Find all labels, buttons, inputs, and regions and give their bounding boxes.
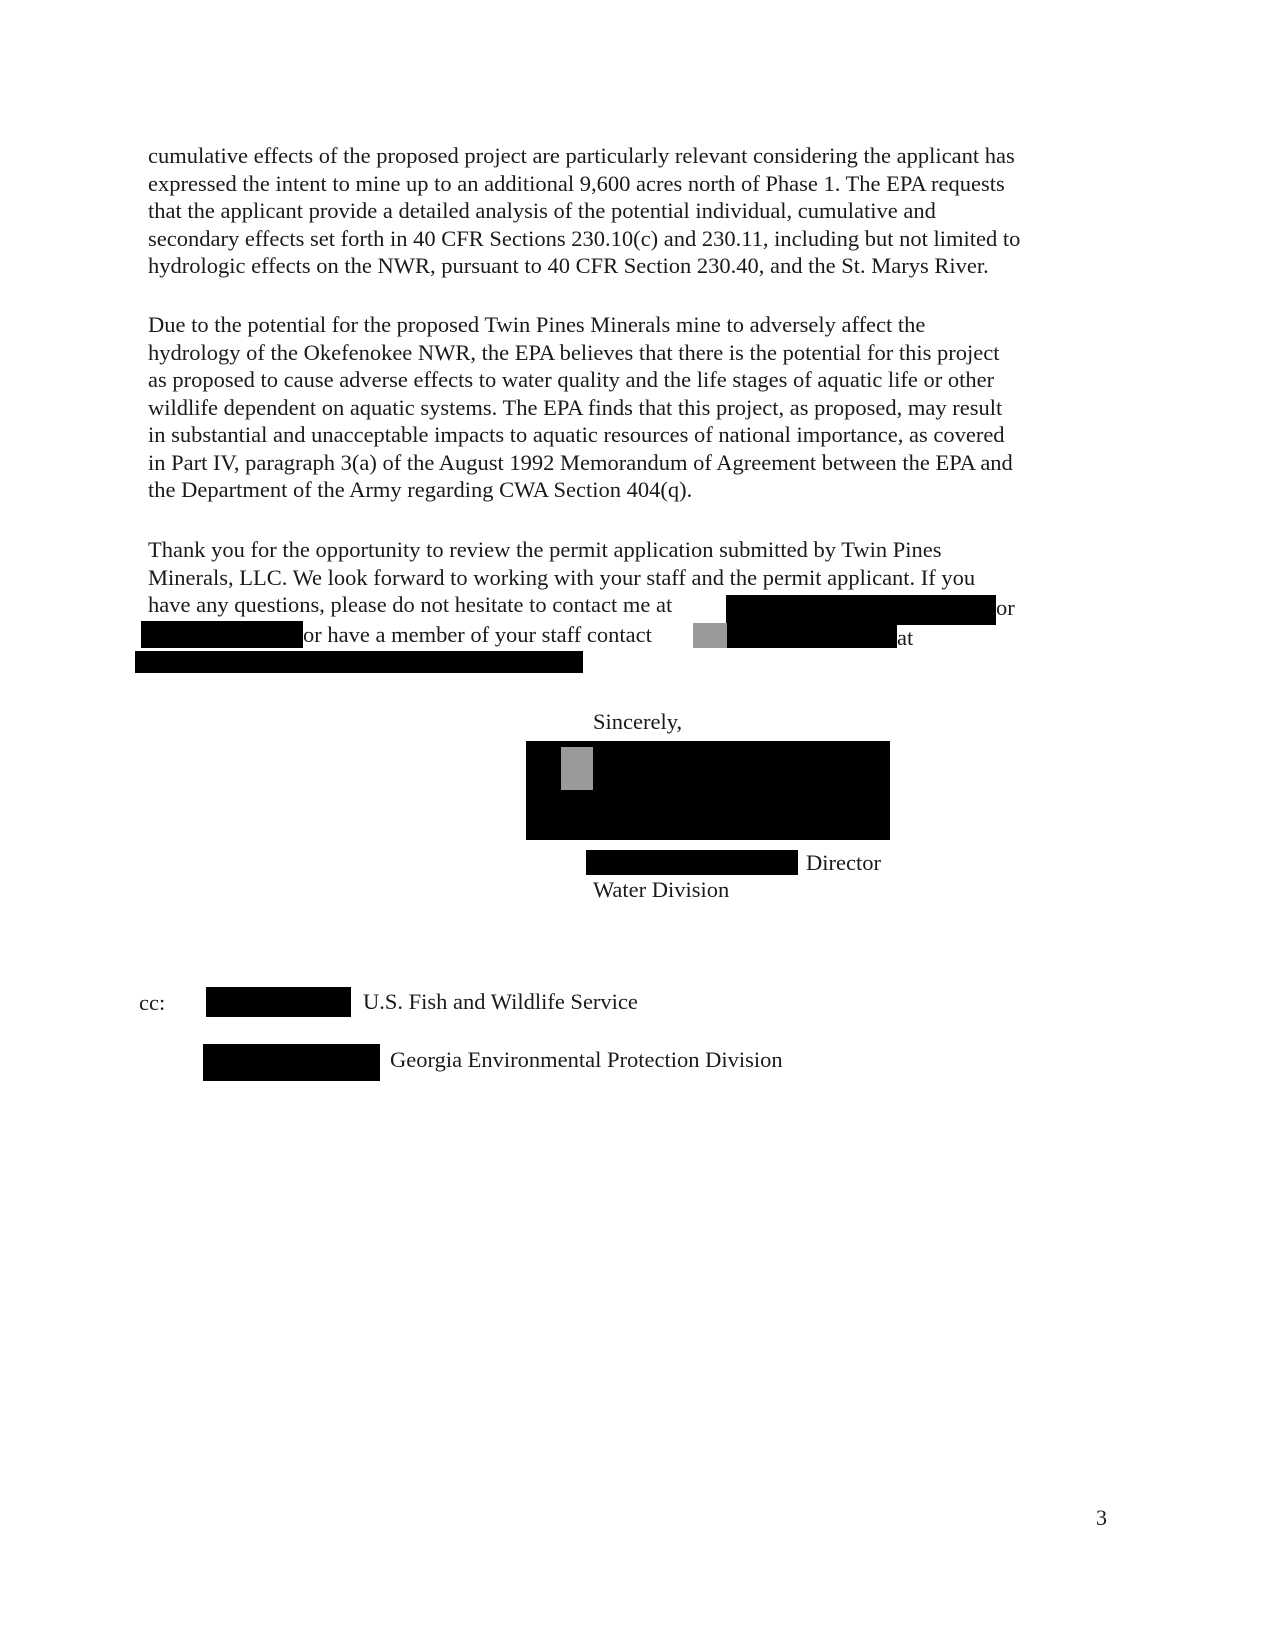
text-line: hydrology of the Okefenokee NWR, the EPA believes that there is the potential for this project	[148, 339, 1000, 365]
redaction-box	[203, 1044, 380, 1081]
cc-recipient-org: Georgia Environmental Protection Division	[390, 1047, 783, 1072]
redaction-box	[727, 623, 897, 648]
redaction-box	[135, 651, 583, 673]
redaction-box	[206, 987, 351, 1017]
text-line: Thank you for the opportunity to review the permit application submitted by Twin Pines	[148, 537, 942, 562]
text-line: have any questions, please do not hesitate to contact me at	[148, 592, 673, 617]
page-number: 3	[1096, 1505, 1107, 1530]
redaction-box	[726, 595, 996, 625]
text-line: as proposed to cause adverse effects to water quality and the life stages of aquatic life or other	[148, 367, 995, 392]
paragraph-cumulative-effects	[148, 142, 1128, 280]
paragraph-hydrology-impacts	[148, 311, 1128, 504]
text-line: expressed the intent to mine up to an additional 9,600 acres north of Phase 1. The EPA requests	[148, 170, 1005, 196]
text-line: wildlife dependent on aquatic systems. The EPA finds that this project, as proposed, may result	[148, 394, 1003, 420]
redaction-box	[561, 747, 593, 790]
cc-label: cc:	[139, 990, 166, 1015]
text-fragment: or have a member of your staff contact	[303, 622, 652, 647]
redaction-box	[141, 621, 303, 648]
cc-recipient-org: U.S. Fish and Wildlife Service	[363, 989, 638, 1014]
text-line: the Department of the Army regarding CWA Section 404(q).	[148, 477, 693, 502]
text-line: in substantial and unacceptable impacts to aquatic resources of national importance, as covered	[148, 422, 1005, 447]
text-line: Minerals, LLC. We look forward to working with your staff and the permit applicant. If you	[148, 564, 976, 590]
text-line: in Part IV, paragraph 3(a) of the August 1992 Memorandum of Agreement between the EPA and	[148, 449, 1013, 475]
text-line: secondary effects set forth in 40 CFR Sections 230.10(c) and 230.11, including but not limited to	[148, 225, 1021, 251]
text-line: hydrologic effects on the NWR, pursuant to 40 CFR Section 230.40, and the St. Marys River.	[148, 253, 989, 278]
text-line: Due to the potential for the proposed Twin Pines Minerals mine to adversely affect the	[148, 312, 926, 337]
signer-division: Water Division	[593, 877, 730, 902]
text-line: that the applicant provide a detailed analysis of the potential individual, cumulative and	[148, 198, 936, 223]
name-redaction	[586, 850, 798, 875]
text-fragment: or	[996, 595, 1015, 620]
closing-salutation: Sincerely,	[593, 709, 683, 734]
text-line: cumulative effects of the proposed project are particularly relevant considering the applicant has	[148, 143, 1015, 168]
signer-title: Director	[806, 850, 881, 875]
text-fragment: at	[897, 625, 914, 650]
redaction-box	[693, 623, 727, 648]
